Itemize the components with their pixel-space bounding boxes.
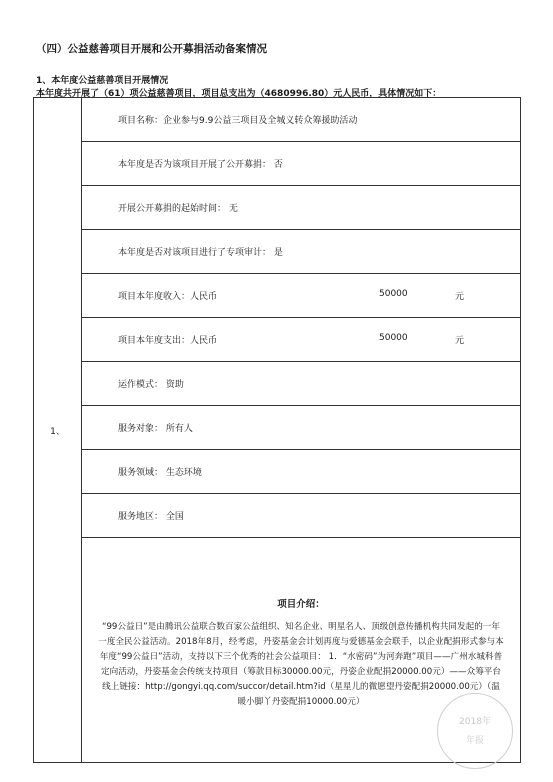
expense-label: 项目本年度支出：人民币 <box>118 336 218 346</box>
operation-mode: 运作模式： 资助 <box>82 362 521 406</box>
income-row <box>82 274 521 318</box>
fundraising-start-time: 开展公开募捐的起始时间： 无 <box>82 186 521 230</box>
service-region: 服务地区： 全国 <box>82 494 521 538</box>
expense-amount: 50000 <box>379 333 408 343</box>
special-audit: 本年度是否对该项目进行了专项审计： 是 <box>82 230 521 274</box>
project-intro-title: 项目介绍： <box>277 599 325 610</box>
service-target: 服务对象： 所有人 <box>82 406 521 450</box>
annual-report-stamp <box>437 693 513 769</box>
project-index: 1、 <box>34 98 82 763</box>
stamp-year: 2018年 <box>459 717 491 727</box>
project-table <box>33 97 521 763</box>
expense-unit: 元 <box>455 336 465 346</box>
summary-line: 本年度共开展了（61）项公益慈善项目，项目总支出为（4680996.80）元人民币，具体情况如下： <box>36 89 442 99</box>
income-amount: 50000 <box>379 289 408 299</box>
public-fundraising: 本年度是否为该项目开展了公开募捐： 否 <box>82 142 521 186</box>
project-intro-text: “99公益日”是由腾讯公益联合数百家公益组织、知名企业、明星名人、顶级创意传播机构共同发起的一年一度全民公益活动。2018年8月，经考虑，丹姿基金会计划再度与爱德基金会联手，以企业配捐形式参与本年度“99公益日”活动，支持以下三个优秀的社会公益项目： 1．“水密码”为河奔跑”项目——广州水城科普定向活动，丹姿基金会传统支持项目（筹款目标30000.00元，丹姿企业配捐20000.00元）——众筹平台线上链接：http://gongyi.qq.com/succor/detail.htm?id（星星儿的微愿望丹姿配捐20000.00元）（温暖小脚丫丹姿配捐10000.00元） <box>98 622 504 707</box>
income-unit: 元 <box>455 292 465 302</box>
project-name: 项目名称：企业参与9.9公益三项目及全城义转众筹援助活动 <box>82 98 521 142</box>
sub-title: 1、本年度公益慈善项目开展情况 <box>36 76 169 86</box>
section-title: （四）公益慈善项目开展和公开募捐活动备案情况 <box>36 43 267 55</box>
service-domain: 服务领域： 生态环境 <box>82 450 521 494</box>
expense-row <box>82 318 521 362</box>
stamp-label: 年报 <box>465 736 484 746</box>
income-label: 项目本年度收入：人民币 <box>118 292 218 302</box>
